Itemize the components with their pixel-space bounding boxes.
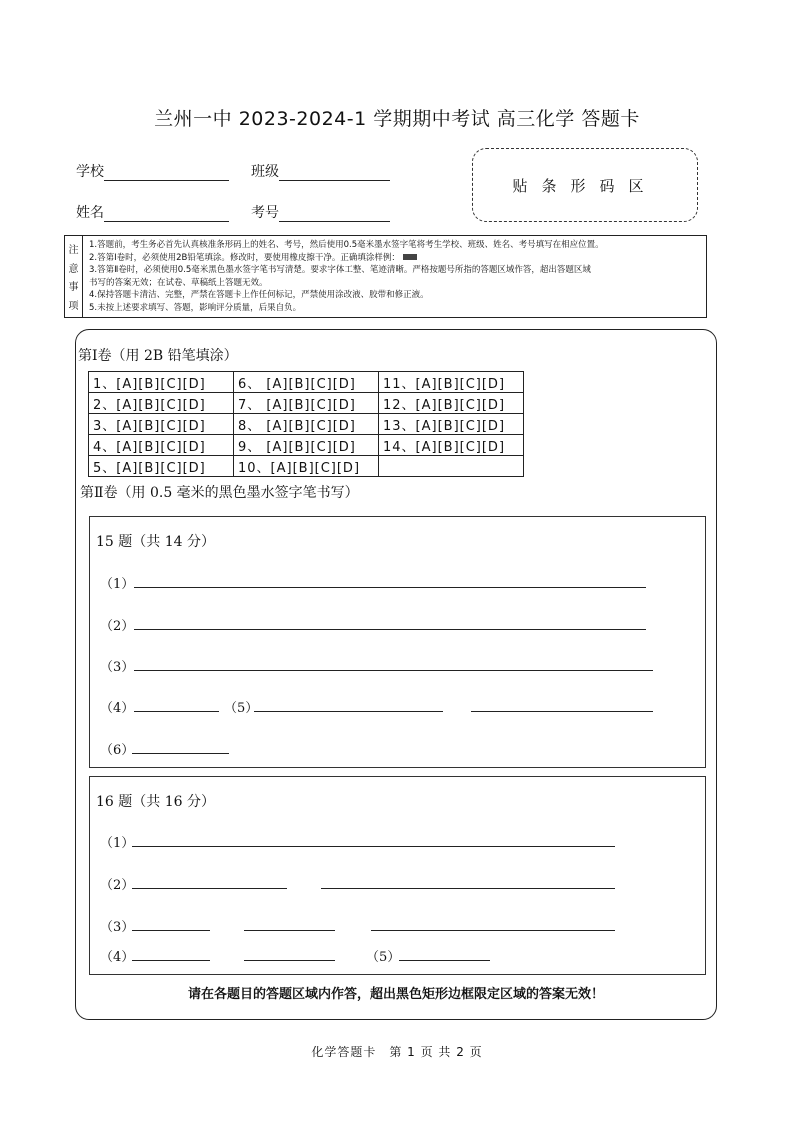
q16-label-5: （5）: [366, 950, 401, 965]
part1-title: 第Ⅰ卷（用 2B 铅笔填涂）: [78, 348, 238, 364]
choice-empty-cell: [379, 456, 524, 477]
choice-item[interactable]: 6、 [A][B][C][D]: [234, 372, 379, 393]
q15-box: [89, 516, 706, 768]
choice-item[interactable]: 9、 [A][B][C][D]: [234, 435, 379, 456]
q16-answer-line-4b[interactable]: [244, 960, 335, 961]
q16-answer-line-3a[interactable]: [132, 930, 210, 931]
q15-label-4: （4）: [100, 701, 135, 716]
boundary-warning: 请在各题目的答题区域内作答，超出黑色矩形边框限定区域的答案无效！: [187, 987, 604, 1002]
choice-item[interactable]: 12、[A][B][C][D]: [379, 393, 524, 414]
notice-line: 3.答第Ⅱ卷时，必须使用0.5毫米黑色墨水签字笔书写清楚。要求字体工整、笔迹清晰。严格按题号所指的答题区域作答，超出答题区域: [89, 265, 591, 275]
barcode-area: [472, 148, 698, 222]
q16-answer-line-3c[interactable]: [371, 930, 615, 931]
notice-heading: [65, 236, 83, 317]
choice-row: [89, 414, 524, 435]
barcode-area-label: 贴条形码区: [512, 176, 658, 195]
choice-item[interactable]: 11、[A][B][C][D]: [379, 372, 524, 393]
q16-answer-line-3b[interactable]: [244, 930, 335, 931]
name-field[interactable]: [76, 202, 229, 222]
q15-answer-line-5b[interactable]: [471, 711, 653, 712]
page-title: 兰州一中 2023-2024-1 学期期中考试 高三化学 答题卡: [154, 108, 640, 130]
q15-answer-line-4[interactable]: [134, 711, 219, 712]
choice-item[interactable]: 5、[A][B][C][D]: [89, 456, 234, 477]
q15-answer-line-2[interactable]: [134, 629, 646, 630]
choice-item[interactable]: 13、[A][B][C][D]: [379, 414, 524, 435]
fill-sample-mark: [403, 254, 417, 260]
notice-line: 4.保持答题卡清洁、完整，严禁在答题卡上作任何标记，严禁使用涂改液、胶带和修正液。: [89, 290, 429, 300]
exam-no-label: 考号: [251, 205, 279, 221]
choice-item[interactable]: 3、[A][B][C][D]: [89, 414, 234, 435]
choice-grid: [88, 371, 524, 477]
choice-item[interactable]: 7、 [A][B][C][D]: [234, 393, 379, 414]
notice-line: 5.未按上述要求填写、答题，影响评分质量，后果自负。: [89, 302, 302, 313]
choice-row: [89, 435, 524, 456]
q15-answer-line-1[interactable]: [134, 587, 646, 588]
q16-answer-line-5[interactable]: [399, 960, 490, 961]
q16-answer-line-2a[interactable]: [132, 888, 287, 889]
school-label: 学校: [76, 164, 104, 180]
part2-title: 第Ⅱ卷（用 0.5 毫米的黑色墨水签字笔书写）: [80, 485, 359, 501]
notice-box: [64, 235, 707, 318]
choice-item[interactable]: 4、[A][B][C][D]: [89, 435, 234, 456]
notice-line-2: [89, 252, 702, 265]
notice-heading-char: 项: [68, 301, 79, 313]
q15-answer-line-5a[interactable]: [254, 711, 443, 712]
class-field[interactable]: [251, 161, 390, 181]
notice-line: 1.答题前，考生务必首先认真核准条形码上的姓名、考号，然后使用0.5毫米墨水签字笔将考生学校、班级、姓名、考号填写在相应位置。: [89, 240, 604, 250]
q16-answer-line-4a[interactable]: [132, 960, 210, 961]
q15-label-6: （6）: [100, 743, 135, 758]
q16-answer-line-2b[interactable]: [321, 888, 615, 889]
notice-line-text: 2.答第Ⅰ卷时，必须使用2B铅笔填涂。修改时，要使用橡皮擦干净。正确填涂样例：: [89, 252, 400, 263]
q15-label-5: （5）: [224, 701, 259, 716]
notice-heading-char: 注: [68, 244, 79, 256]
school-input-line[interactable]: [104, 166, 229, 181]
choice-row: [89, 393, 524, 414]
q16-answer-line-1[interactable]: [132, 846, 615, 847]
q15-title: 15 题（共 14 分）: [96, 534, 215, 550]
class-label: 班级: [251, 164, 279, 180]
choice-item[interactable]: 10、[A][B][C][D]: [234, 456, 379, 477]
q16-title: 16 题（共 16 分）: [96, 794, 215, 810]
q15-answer-line-6[interactable]: [132, 753, 229, 754]
choice-row: [89, 456, 524, 477]
q16-label-2: （2）: [100, 878, 135, 893]
q15-label-2: （2）: [100, 619, 135, 634]
q16-label-1: （1）: [100, 836, 135, 851]
q15-answer-line-3[interactable]: [134, 670, 653, 671]
exam-no-input-line[interactable]: [279, 207, 390, 222]
q16-label-4: （4）: [100, 950, 135, 965]
choice-item[interactable]: 8、 [A][B][C][D]: [234, 414, 379, 435]
choice-item[interactable]: 14、[A][B][C][D]: [379, 435, 524, 456]
name-input-line[interactable]: [104, 207, 229, 222]
notice-heading-char: 意: [68, 263, 79, 275]
notice-line: 书写的答案无效；在试卷、草稿纸上答题无效。: [89, 277, 268, 288]
choice-item[interactable]: 2、[A][B][C][D]: [89, 393, 234, 414]
choice-item[interactable]: 1、[A][B][C][D]: [89, 372, 234, 393]
q16-label-3: （3）: [100, 920, 135, 935]
notice-heading-char: 事: [68, 282, 79, 294]
exam-no-field[interactable]: [251, 202, 390, 222]
q15-label-3: （3）: [100, 660, 135, 675]
name-label: 姓名: [76, 205, 104, 221]
choice-row: [89, 372, 524, 393]
notice-body: [89, 239, 702, 314]
school-field[interactable]: [76, 161, 229, 181]
page-footer: 化学答题卡 第 1 页 共 2 页: [311, 1045, 483, 1059]
class-input-line[interactable]: [279, 166, 390, 181]
q15-label-1: （1）: [100, 577, 135, 592]
